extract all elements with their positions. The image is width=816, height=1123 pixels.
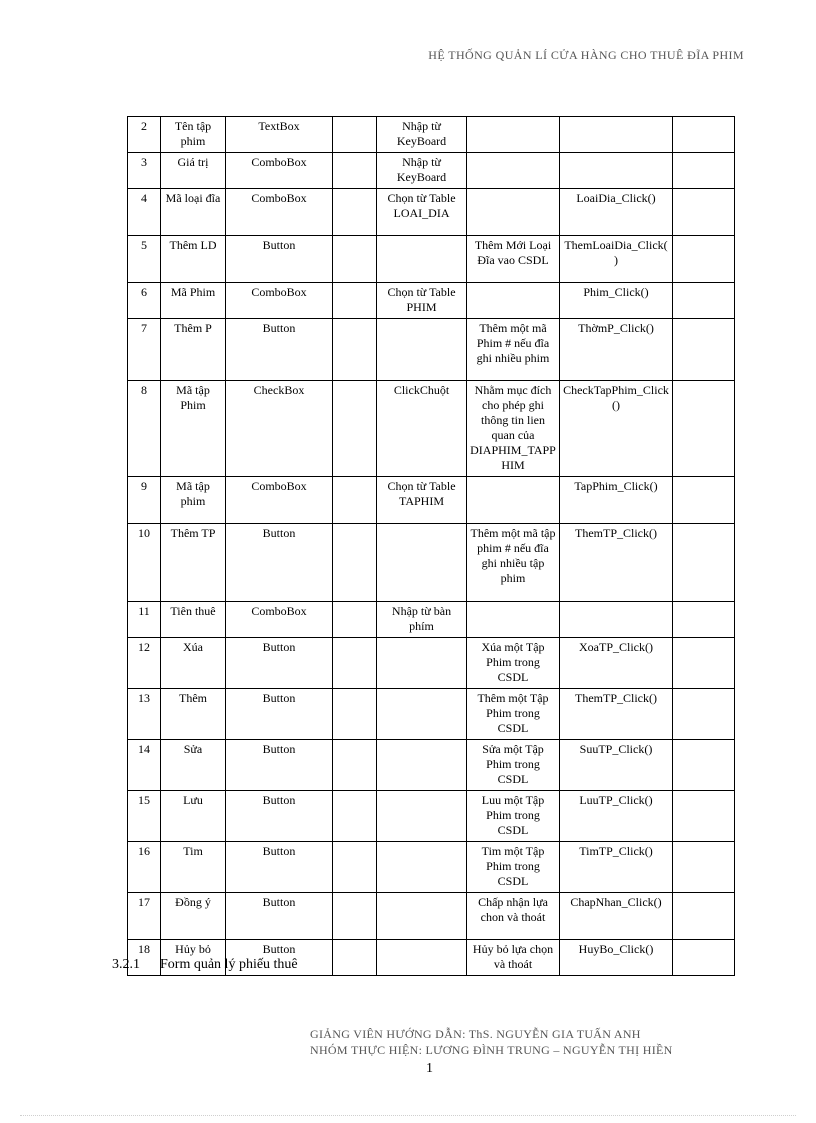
- table-cell: [333, 689, 377, 740]
- table-cell: [673, 842, 735, 893]
- table-cell: 5: [128, 236, 161, 283]
- table-row: [128, 689, 735, 740]
- table-row: [128, 236, 735, 283]
- control-spec-table: [127, 116, 735, 976]
- table-cell: Button: [226, 638, 333, 689]
- table-cell: ComboBox: [226, 283, 333, 319]
- table-cell: [377, 842, 467, 893]
- table-row: [128, 638, 735, 689]
- table-cell: Luu một Tập Phim trong CSDL: [467, 791, 560, 842]
- table-body: [128, 117, 735, 976]
- table-cell: TextBox: [226, 117, 333, 153]
- table-cell: [333, 740, 377, 791]
- table-cell: Giá trị: [161, 153, 226, 189]
- table-cell: ComboBox: [226, 153, 333, 189]
- table-cell: [673, 524, 735, 602]
- table-cell: [673, 638, 735, 689]
- table-cell: [377, 791, 467, 842]
- table-cell: [333, 791, 377, 842]
- table-cell: LoaiDia_Click(): [560, 189, 673, 236]
- table-cell: [560, 153, 673, 189]
- table-cell: [673, 283, 735, 319]
- table-cell: [467, 117, 560, 153]
- table-cell: Thêm LD: [161, 236, 226, 283]
- table-cell: Button: [226, 940, 333, 976]
- table-cell: 10: [128, 524, 161, 602]
- table-cell: 13: [128, 689, 161, 740]
- table-row: [128, 893, 735, 940]
- table-cell: Nhập từ bàn phím: [377, 602, 467, 638]
- table-cell: 6: [128, 283, 161, 319]
- table-cell: [673, 893, 735, 940]
- table-cell: Button: [226, 893, 333, 940]
- table-cell: SuuTP_Click(): [560, 740, 673, 791]
- table-cell: Phim_Click(): [560, 283, 673, 319]
- table-cell: Lưu: [161, 791, 226, 842]
- table-cell: 18: [128, 940, 161, 976]
- table-row: [128, 791, 735, 842]
- table-cell: Hủy bỏ: [161, 940, 226, 976]
- table-cell: [377, 236, 467, 283]
- section-title: Form quản lý phiếu thuê: [160, 957, 298, 972]
- table-cell: 12: [128, 638, 161, 689]
- table-cell: [673, 740, 735, 791]
- table-cell: Tim: [161, 842, 226, 893]
- table-cell: Sửa một Tập Phim trong CSDL: [467, 740, 560, 791]
- table-cell: Mã Phim: [161, 283, 226, 319]
- table-row: [128, 319, 735, 381]
- table-cell: [333, 602, 377, 638]
- table-cell: Button: [226, 740, 333, 791]
- table-cell: Nhập từ KeyBoard: [377, 153, 467, 189]
- table-cell: ChapNhan_Click(): [560, 893, 673, 940]
- table-cell: Nhằm mục đích cho phép ghi thông tin lien quan của DIAPHIM_TAPPHIM: [467, 381, 560, 477]
- table-cell: Button: [226, 236, 333, 283]
- table-cell: [333, 283, 377, 319]
- table-cell: [673, 602, 735, 638]
- table-cell: [673, 189, 735, 236]
- table-cell: [333, 524, 377, 602]
- section-heading: [112, 957, 298, 973]
- page-bottom-rule: [20, 1115, 796, 1116]
- table-cell: Thêm một Tập Phim trong CSDL: [467, 689, 560, 740]
- table-cell: 7: [128, 319, 161, 381]
- table-cell: Xúa một Tập Phim trong CSDL: [467, 638, 560, 689]
- table-cell: Tiên thuê: [161, 602, 226, 638]
- table-cell: Tên tập phim: [161, 117, 226, 153]
- table-cell: Chọn từ Table LOAI_DIA: [377, 189, 467, 236]
- table-cell: 15: [128, 791, 161, 842]
- table-cell: Mã loại đĩa: [161, 189, 226, 236]
- table-cell: [673, 117, 735, 153]
- table-cell: ThờmP_Click(): [560, 319, 673, 381]
- table-cell: ThemLoaiDia_Click(): [560, 236, 673, 283]
- table-cell: XoaTP_Click(): [560, 638, 673, 689]
- table-cell: [377, 740, 467, 791]
- table-cell: [333, 893, 377, 940]
- table-row: [128, 283, 735, 319]
- table-cell: Chấp nhận lựa chon và thoát: [467, 893, 560, 940]
- footer-advisor: GIẢNG VIÊN HƯỚNG DẪN: ThS. NGUYỄN GIA TUẤN ANH: [310, 1027, 641, 1041]
- table-row: [128, 524, 735, 602]
- table-cell: [333, 638, 377, 689]
- table-cell: 11: [128, 602, 161, 638]
- table-cell: [673, 477, 735, 524]
- table-cell: [560, 602, 673, 638]
- table-cell: 16: [128, 842, 161, 893]
- table-cell: Hủy bỏ lựa chọn và thoát: [467, 940, 560, 976]
- table-cell: Thêm TP: [161, 524, 226, 602]
- table-cell: CheckBox: [226, 381, 333, 477]
- table-cell: [673, 319, 735, 381]
- table-cell: ClickChuột: [377, 381, 467, 477]
- table-cell: Button: [226, 689, 333, 740]
- table-cell: [560, 117, 673, 153]
- table-cell: [467, 283, 560, 319]
- table-cell: 17: [128, 893, 161, 940]
- table-cell: [673, 689, 735, 740]
- table-cell: [377, 893, 467, 940]
- table-cell: [333, 236, 377, 283]
- table-cell: 14: [128, 740, 161, 791]
- table-cell: 3: [128, 153, 161, 189]
- table-cell: Mã tập phim: [161, 477, 226, 524]
- table-cell: Chọn từ Table PHIM: [377, 283, 467, 319]
- table-cell: ComboBox: [226, 602, 333, 638]
- table-row: [128, 842, 735, 893]
- table-cell: [333, 117, 377, 153]
- table-cell: Xúa: [161, 638, 226, 689]
- table-row: [128, 153, 735, 189]
- table-cell: Thêm một mã tập phim # nếu đĩa ghi nhiều tập phim: [467, 524, 560, 602]
- table-cell: [377, 524, 467, 602]
- table-cell: Mã tập Phim: [161, 381, 226, 477]
- table-row: [128, 602, 735, 638]
- table-cell: [377, 319, 467, 381]
- table-cell: LuuTP_Click(): [560, 791, 673, 842]
- table-row: [128, 477, 735, 524]
- table-cell: [673, 791, 735, 842]
- footer-team: NHÓM THỰC HIỆN: LƯƠNG ĐÌNH TRUNG – NGUYỄN THỊ HIỀN: [310, 1043, 673, 1057]
- table-cell: Button: [226, 524, 333, 602]
- table-row: [128, 189, 735, 236]
- table-cell: ThemTP_Click(): [560, 689, 673, 740]
- table-cell: Button: [226, 842, 333, 893]
- section-number: 3.2.1: [112, 957, 140, 972]
- page-footer: [310, 1026, 673, 1058]
- table-cell: [377, 638, 467, 689]
- table-cell: [333, 940, 377, 976]
- table-cell: [333, 381, 377, 477]
- table-cell: Nhập từ KeyBoard: [377, 117, 467, 153]
- table-cell: Button: [226, 791, 333, 842]
- table-cell: 4: [128, 189, 161, 236]
- page-header-title: HỆ THỐNG QUẢN LÍ CỬA HÀNG CHO THUÊ ĐĨA PHIM: [428, 48, 744, 62]
- table-row: [128, 381, 735, 477]
- table-cell: 8: [128, 381, 161, 477]
- table-cell: Button: [226, 319, 333, 381]
- table-cell: [333, 153, 377, 189]
- table-cell: 2: [128, 117, 161, 153]
- table-cell: ComboBox: [226, 477, 333, 524]
- table-cell: [673, 381, 735, 477]
- table-cell: TimTP_Click(): [560, 842, 673, 893]
- table-cell: Thêm: [161, 689, 226, 740]
- table-cell: [467, 477, 560, 524]
- page-number: 1: [426, 1061, 433, 1076]
- table-cell: Thêm Mới Loại Đĩa vao CSDL: [467, 236, 560, 283]
- table-cell: [673, 153, 735, 189]
- table-cell: [377, 940, 467, 976]
- table-cell: [333, 477, 377, 524]
- table-cell: Tim một Tập Phim trong CSDL: [467, 842, 560, 893]
- table-cell: Thêm một mã Phim # nếu đĩa ghi nhiều phim: [467, 319, 560, 381]
- table-cell: Đồng ý: [161, 893, 226, 940]
- table-cell: CheckTapPhim_Click(): [560, 381, 673, 477]
- table-cell: [333, 319, 377, 381]
- table-cell: HuyBo_Click(): [560, 940, 673, 976]
- table-cell: Thêm P: [161, 319, 226, 381]
- table-cell: ThemTP_Click(): [560, 524, 673, 602]
- table-cell: TapPhim_Click(): [560, 477, 673, 524]
- table-cell: [467, 189, 560, 236]
- table-cell: [467, 602, 560, 638]
- table-cell: [377, 689, 467, 740]
- table-cell: [333, 189, 377, 236]
- table-cell: Chọn từ Table TAPHIM: [377, 477, 467, 524]
- table-cell: [673, 236, 735, 283]
- table-cell: ComboBox: [226, 189, 333, 236]
- table-cell: Sửa: [161, 740, 226, 791]
- table-cell: [673, 940, 735, 976]
- table-cell: 9: [128, 477, 161, 524]
- table-row: [128, 740, 735, 791]
- table-cell: [467, 153, 560, 189]
- table-cell: [333, 842, 377, 893]
- table-row: [128, 117, 735, 153]
